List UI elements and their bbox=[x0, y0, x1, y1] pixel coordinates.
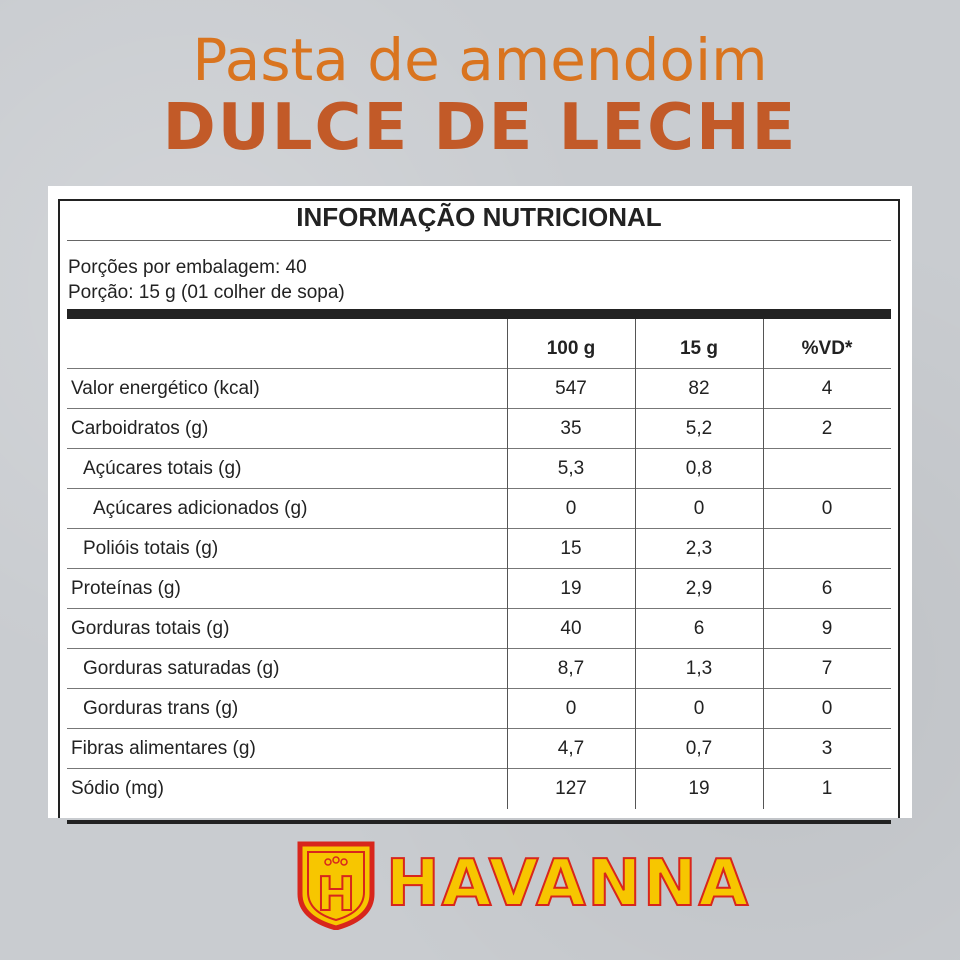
table-header-row bbox=[67, 319, 891, 369]
value-vd: 7 bbox=[821, 658, 833, 679]
table-row bbox=[67, 729, 891, 769]
value-15g: 0,8 bbox=[685, 458, 713, 479]
value-15g: 0 bbox=[693, 498, 705, 519]
column-divider bbox=[507, 319, 508, 809]
value-vd: 6 bbox=[821, 578, 833, 599]
table-row bbox=[67, 689, 891, 729]
serving-size: Porção: 15 g (01 colher de sopa) bbox=[68, 282, 345, 303]
value-100g: 5,3 bbox=[557, 458, 585, 479]
value-15g: 2,9 bbox=[685, 578, 713, 599]
nutrient-name: Fibras alimentares (g) bbox=[71, 738, 256, 759]
nutrient-name: Sódio (mg) bbox=[71, 778, 164, 799]
product-name-line1: Pasta de amendoim bbox=[192, 26, 768, 94]
table-row bbox=[67, 529, 891, 569]
value-100g: 15 bbox=[560, 538, 582, 559]
value-vd: 4 bbox=[821, 378, 833, 399]
shield-letter: H bbox=[316, 867, 356, 921]
value-15g: 0,7 bbox=[685, 738, 713, 759]
value-vd bbox=[763, 449, 891, 489]
table-row bbox=[67, 409, 891, 449]
servings-per-package: Porções por embalagem: 40 bbox=[68, 257, 307, 278]
nutrient-name: Proteínas (g) bbox=[71, 578, 181, 599]
nutrient-name: Polióis totais (g) bbox=[83, 538, 219, 559]
value-100g: 35 bbox=[560, 418, 582, 439]
value-100g: 127 bbox=[555, 778, 587, 799]
nutrition-title: INFORMAÇÃO NUTRICIONAL bbox=[296, 202, 662, 232]
column-divider bbox=[763, 319, 764, 809]
value-15g: 6 bbox=[693, 618, 705, 639]
nutrient-name: Açúcares adicionados (g) bbox=[93, 498, 308, 519]
divider bbox=[67, 240, 891, 241]
value-vd bbox=[763, 529, 891, 569]
shield-icon bbox=[296, 838, 376, 930]
value-15g: 2,3 bbox=[685, 538, 713, 559]
value-15g: 0 bbox=[693, 698, 705, 719]
value-vd: 0 bbox=[821, 698, 833, 719]
value-100g: 19 bbox=[560, 578, 582, 599]
nutrient-name: Açúcares totais (g) bbox=[83, 458, 242, 479]
column-header-vd: %VD* bbox=[801, 338, 853, 359]
table-row bbox=[67, 489, 891, 529]
value-vd: 9 bbox=[821, 618, 833, 639]
table-row bbox=[67, 649, 891, 689]
column-header-15g: 15 g bbox=[679, 338, 719, 359]
nutrition-label-panel bbox=[48, 186, 912, 818]
thick-divider bbox=[67, 309, 891, 319]
table-row bbox=[67, 609, 891, 649]
value-15g: 5,2 bbox=[685, 418, 713, 439]
table-row bbox=[67, 569, 891, 609]
table-row bbox=[67, 369, 891, 409]
value-100g: 4,7 bbox=[557, 738, 585, 759]
table-row bbox=[67, 449, 891, 489]
nutrient-name: Gorduras trans (g) bbox=[83, 698, 239, 719]
value-100g: 547 bbox=[555, 378, 587, 399]
nutrient-name: Gorduras saturadas (g) bbox=[83, 658, 280, 679]
value-vd: 0 bbox=[821, 498, 833, 519]
value-vd: 1 bbox=[821, 778, 833, 799]
value-100g: 8,7 bbox=[557, 658, 585, 679]
havanna-logo bbox=[296, 836, 751, 932]
value-100g: 40 bbox=[560, 618, 582, 639]
column-divider bbox=[635, 319, 636, 809]
value-vd: 3 bbox=[821, 738, 833, 759]
value-15g: 82 bbox=[688, 378, 710, 399]
value-100g: 0 bbox=[565, 498, 577, 519]
column-header-100g: 100 g bbox=[546, 338, 596, 359]
nutrition-label-frame bbox=[58, 199, 900, 818]
value-100g: 0 bbox=[565, 698, 577, 719]
product-flavor-title: DULCE DE LECHE bbox=[162, 91, 798, 165]
value-vd: 2 bbox=[821, 418, 833, 439]
nutrient-name: Valor energético (kcal) bbox=[71, 378, 260, 399]
brand-name: HAVANNA bbox=[386, 847, 751, 921]
bottom-divider bbox=[67, 820, 891, 824]
nutrient-name: Gorduras totais (g) bbox=[71, 618, 230, 639]
table-row bbox=[67, 769, 891, 809]
value-15g: 1,3 bbox=[685, 658, 713, 679]
value-15g: 19 bbox=[688, 778, 710, 799]
nutrient-name: Carboidratos (g) bbox=[71, 418, 209, 439]
